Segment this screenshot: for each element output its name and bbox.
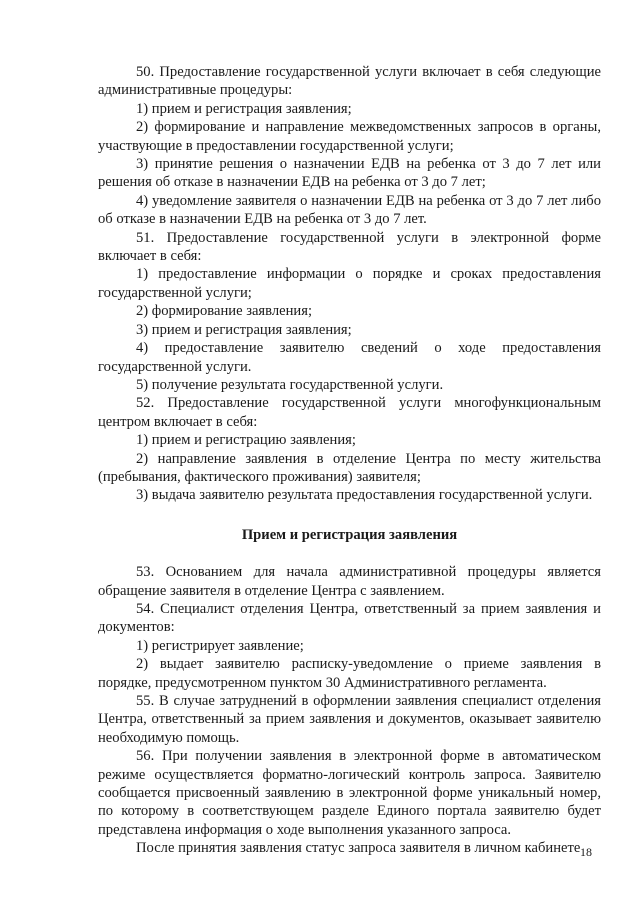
list-item: 4) предоставление заявителю сведений о ходе предоставления государственной услуги. [98, 340, 601, 375]
paragraph-50: 50. Предоставление государственной услуги включает в себя следующие административные процедуры: [98, 64, 601, 99]
paragraph-51: 51. Предоставление государственной услуги в электронной форме включает в себя: [98, 229, 601, 265]
list-item: 2) направление заявления в отделение Центра по месту жительства (пребывания, фактического проживания) заявителя; [98, 450, 601, 485]
paragraph-52: 52. Предоставление государственной услуги многофункциональным центром включает в себя: [98, 395, 601, 430]
list-item: 1) прием и регистрация заявления; [136, 100, 352, 117]
list-item: 1) предоставление информации о порядке и сроках предоставления государственной услуги; [98, 266, 601, 301]
list-item: 5) получение результата государственной услуги. [136, 376, 444, 393]
paragraph-continuation: После принятия заявления статус запроса заявителя в личном кабинете [136, 840, 581, 857]
list-item: 2) формирование и направление межведомственных запросов в органы, участвующие в предоставлении государственной услуги; [98, 119, 601, 154]
list-item: 4) уведомление заявителя о назначении ЕДВ на ребенка от 3 до 7 лет либо об отказе в назначении ЕДВ на ребенка от 3 до 7 лет. [98, 192, 601, 228]
section-heading: Прием и регистрация заявления [241, 526, 458, 543]
paragraph-55: 55. В случае затруднений в оформлении заявления специалист отделения Центра, ответственный за прием заявления и документов, оказывает заявителю необходимую помощь. [98, 693, 601, 746]
list-item: 3) прием и регистрация заявления; [136, 321, 352, 338]
paragraph-53: 53. Основанием для начала административной процедуры является обращение заявителя в отделение Центра с заявлением. [98, 564, 601, 599]
list-item: 1) регистрирует заявление; [136, 637, 304, 654]
list-item: 1) прием и регистрацию заявления; [136, 432, 356, 449]
list-item: 3) принятие решения о назначении ЕДВ на ребенка от 3 до 7 лет или решения об отказе в назначении ЕДВ на ребенка от 3 до 7 лет; [98, 156, 601, 191]
list-item: 2) формирование заявления; [136, 303, 312, 320]
page-number: 18 [580, 845, 592, 859]
list-item: 2) выдает заявителю расписку-уведомление о приеме заявления в порядке, предусмотренном пунктом 30 Административного регламента. [98, 656, 601, 691]
document-body [98, 63, 601, 858]
paragraph-54: 54. Специалист отделения Центра, ответственный за прием заявления и документов: [98, 600, 601, 636]
paragraph-56: 56. При получении заявления в электронной форме в автоматическом режиме осуществляется форматно-логический контроль запроса. Заявителю сообщается присвоенный заявлению в электронной форме уникальный номер, по которому в соответствующем разделе Единого портала заявителю будет представлена информация о ходе выполнения указанного запроса. [98, 748, 601, 838]
list-item: 3) выдача заявителю результата предоставления государственной услуги. [136, 487, 593, 504]
